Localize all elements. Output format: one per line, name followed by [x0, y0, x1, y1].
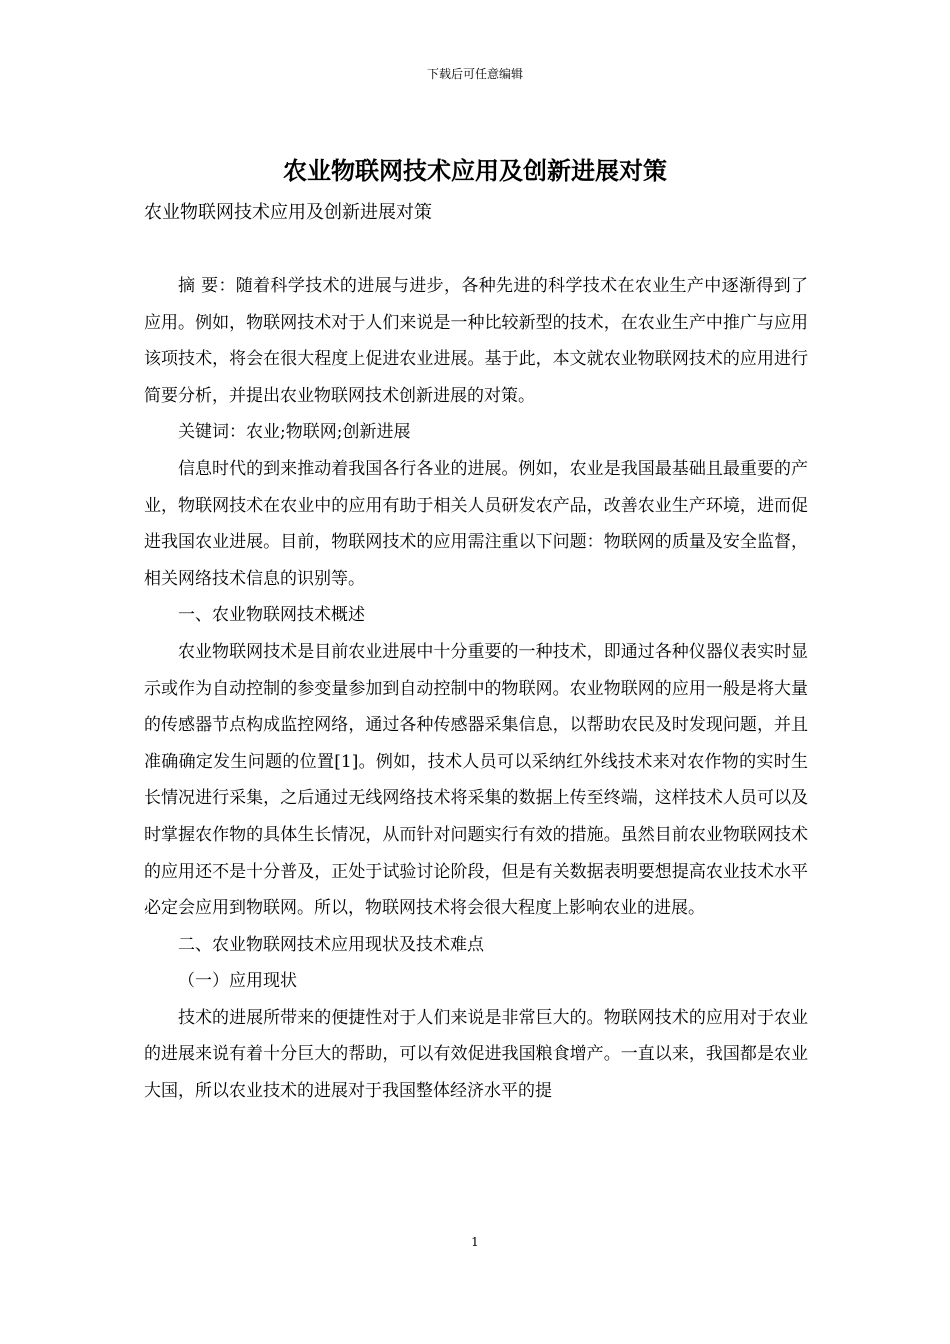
abstract-paragraph: 摘 要：随着科学技术的进展与进步，各种先进的科学技术在农业生产中逐渐得到了应用。例如，物联网技术对于人们来说是一种比较新型的技术，在农业生产中推广与应用该项技术，将会在很大程度上促进农业进展。基于此，本文就农业物联网技术的应用进行简要分析，并提出农业物联网技术创新进展的对策。: [144, 276, 808, 406]
body-paragraph: 信息时代的到来推动着我国各行各业的进展。例如，农业是我国最基础且最重要的产业，物联网技术在农业中的应用有助于相关人员研发农产品，改善农业生产环境，进而促进我国农业进展。目前，物联网技术的应用需注重以下问题：物联网的质量及安全监督，相关网络技术信息的识别等。: [144, 458, 808, 589]
body-paragraph: 农业物联网技术是目前农业进展中十分重要的一种技术，即通过各种仪器仪表实时显示或作为自动控制的参变量参加到自动控制中的物联网。农业物联网的应用一般是将大量的传感器节点构成监控网络，通过各种传感器采集信息，以帮助农民及时发现问题，并且准确确定发生问题的位置[1]。例如，技术人员可以采纳红外线技术来对农作物的实时生长情况进行采集，之后通过无线网络技术将采集的数据上传至终端，这样技术人员可以及时掌握农作物的具体生长情况，从而针对问题实行有效的措施。虽然目前农业物联网技术的应用还不是十分普及，正处于试验讨论阶段，但是有关数据表明要想提高农业技术水平必定会应用到物联网。所以，物联网技术将会很大程度上影响农业的进展。: [144, 641, 808, 919]
document-title: 农业物联网技术应用及创新进展对策: [283, 156, 667, 185]
section-heading-2: 二、农业物联网技术应用现状及技术难点: [178, 934, 484, 955]
page-number: 1: [471, 1235, 479, 1249]
document-body: [144, 268, 808, 1110]
body-paragraph: 技术的进展所带来的便捷性对于人们来说是非常巨大的。物联网技术的应用对于农业的进展来说有着十分巨大的帮助，可以有效促进我国粮食增产。一直以来，我国都是农业大国，所以农业技术的进展对于我国整体经济水平的提: [144, 1007, 808, 1102]
keywords-paragraph: 关键词：农业;物联网;创新进展: [178, 422, 411, 443]
subsection-heading-1: （一）应用现状: [178, 971, 297, 992]
section-heading-1: 一、农业物联网技术概述: [178, 605, 365, 626]
header-note: 下载后可任意编辑: [426, 67, 523, 81]
document-subtitle: 农业物联网技术应用及创新进展对策: [144, 202, 432, 223]
